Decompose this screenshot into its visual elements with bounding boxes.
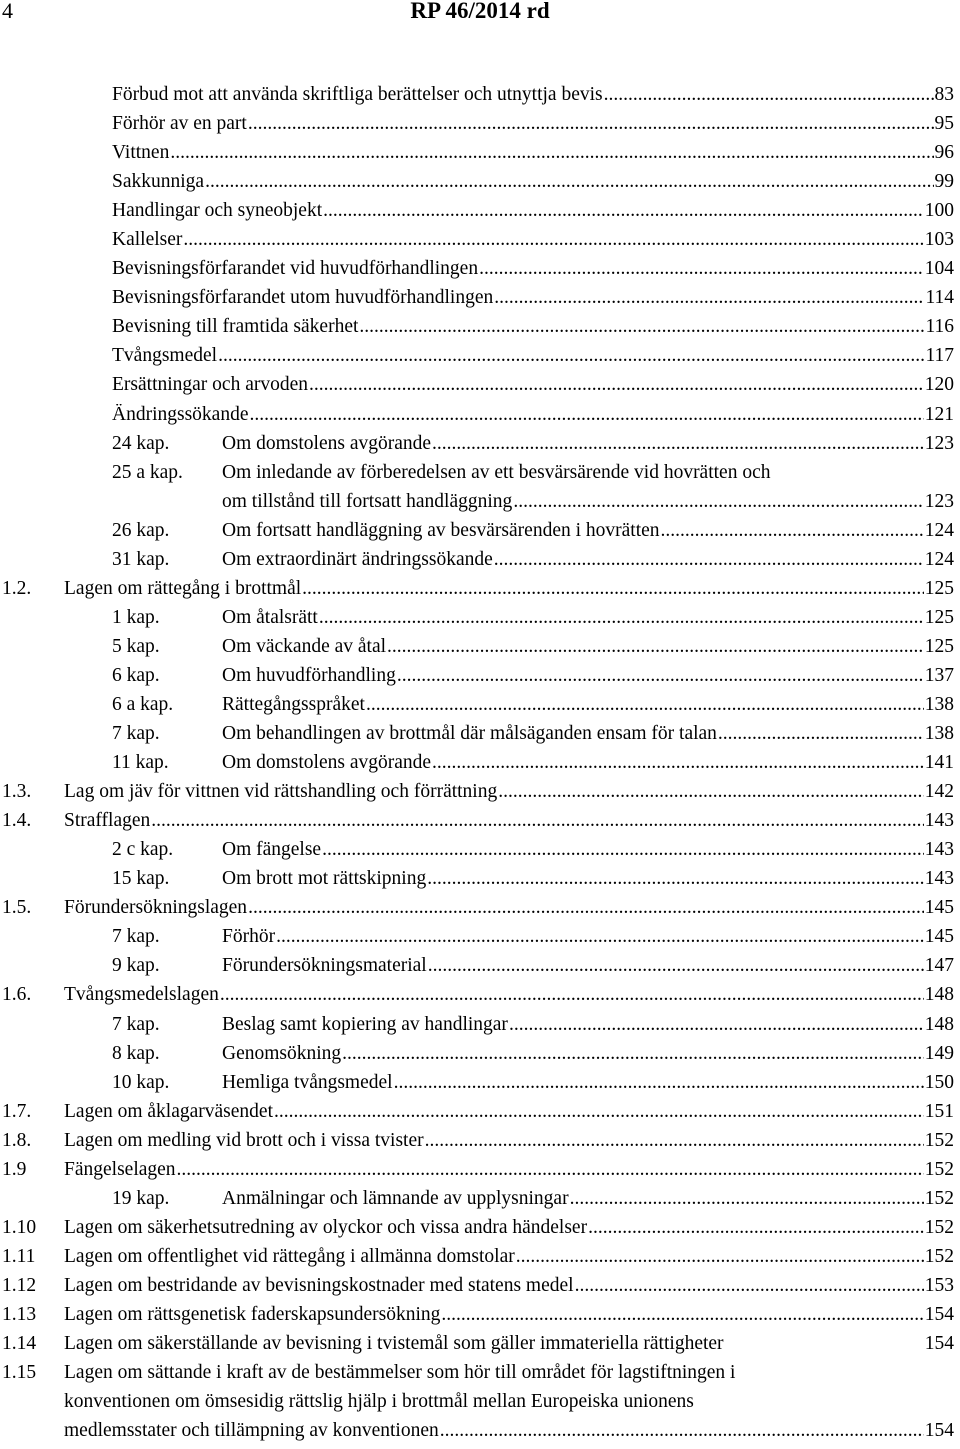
- page-reference: 148: [924, 984, 954, 1006]
- chapter-label: 1 kap.: [112, 606, 160, 628]
- toc-entry[interactable]: [0, 549, 960, 578]
- toc-entry-line: [112, 1014, 954, 1043]
- page-reference: 148: [924, 1013, 954, 1035]
- dot-leader: [309, 374, 924, 396]
- entry-title: Om inledande av förberedelsen av ett besvärsärende vid hovrätten och: [222, 461, 771, 483]
- page-reference: 143: [924, 810, 954, 832]
- dot-leader: [570, 1188, 924, 1210]
- toc-entry-line: [112, 229, 954, 258]
- toc-entry[interactable]: [0, 723, 960, 752]
- dot-leader: [425, 1130, 924, 1152]
- toc-entry-line: [112, 1188, 954, 1217]
- toc-entry[interactable]: [0, 1246, 960, 1275]
- chapter-label: 25 a kap.: [112, 461, 183, 483]
- dot-leader: [322, 839, 924, 861]
- toc-entry[interactable]: [0, 839, 960, 868]
- toc-entry-line: [112, 607, 954, 636]
- toc-entry[interactable]: [0, 607, 960, 636]
- toc-entry[interactable]: [0, 781, 960, 810]
- entry-title: Förbud mot att använda skriftliga berättelser och utnyttja bevis: [112, 84, 603, 105]
- entry-title: Om väckande av åtal: [222, 635, 387, 657]
- page-reference: 123: [924, 490, 954, 512]
- entry-title: Lagen om rättegång i brottmål: [64, 577, 302, 599]
- page-reference: 142: [924, 781, 954, 803]
- dot-leader: [498, 781, 924, 803]
- entry-title: Rättegångsspråket: [222, 693, 365, 715]
- entry-title: Ändringssökande: [112, 403, 249, 425]
- toc-entry[interactable]: [0, 578, 960, 607]
- toc-entry-line: [112, 113, 954, 142]
- toc-entry-line: [112, 316, 954, 345]
- entry-title: Förhör av en part: [112, 113, 247, 135]
- entry-title: Förundersökningsmaterial: [222, 955, 427, 977]
- toc-entry-line: [112, 723, 954, 752]
- toc-entry[interactable]: [0, 84, 960, 113]
- dot-leader: [494, 549, 924, 571]
- entry-title-continued: om tillstånd till fortsatt handläggning: [222, 490, 513, 512]
- entry-title: Lagen om bestridande av bevisningskostnader med statens medel: [64, 1274, 574, 1296]
- page-reference: 145: [924, 926, 954, 948]
- entry-title: Om fängelse: [222, 839, 322, 861]
- page-reference: 154: [924, 1303, 954, 1325]
- dot-leader: [513, 491, 923, 513]
- dot-leader: [249, 404, 923, 426]
- toc-entry[interactable]: [0, 404, 960, 433]
- chapter-label: 8 kap.: [112, 1042, 160, 1064]
- dot-leader: [387, 636, 924, 658]
- entry-title: Lagen om säkerhetsutredning av olyckor och vissa andra händelser: [64, 1216, 588, 1238]
- entry-title-continued: konventionen om ömsesidig rättslig hjälp i brottmål mellan Europeiska unionens: [64, 1391, 694, 1413]
- section-number: 1.7.: [2, 1100, 32, 1122]
- toc-entry-line: [64, 1217, 954, 1246]
- dot-leader: [509, 1014, 924, 1036]
- document-title: RP 46/2014 rd: [410, 0, 550, 23]
- toc-entry-line: [64, 1101, 954, 1130]
- section-number: 1.13: [2, 1303, 37, 1325]
- page-reference: 95: [934, 113, 954, 135]
- toc-entry-line: [112, 926, 954, 955]
- page-reference: 152: [924, 1187, 954, 1209]
- page-reference: 124: [924, 548, 954, 570]
- page-reference: 117: [925, 345, 954, 367]
- toc-entry[interactable]: [0, 955, 960, 984]
- dot-leader: [394, 1072, 924, 1094]
- toc-entry[interactable]: [0, 897, 960, 926]
- page-reference: 141: [924, 752, 954, 774]
- toc-entry-line: [112, 694, 954, 723]
- dot-leader: [205, 171, 933, 193]
- entry-title: Beslag samt kopiering av handlingar: [222, 1013, 508, 1035]
- toc-entry-line: [64, 1246, 954, 1275]
- toc-entry-line: [64, 984, 954, 1013]
- page-number: 4: [2, 0, 13, 23]
- page-reference: 151: [924, 1100, 954, 1122]
- section-number: 1.5.: [2, 897, 32, 919]
- toc-entry-line: [112, 258, 954, 287]
- dot-leader: [441, 1304, 923, 1326]
- entry-title: Ersättningar och arvoden: [112, 374, 309, 396]
- entry-title: Om åtalsrätt: [222, 606, 318, 628]
- section-number: 1.2.: [2, 577, 32, 599]
- toc-entry-line: [112, 491, 954, 520]
- toc-entry[interactable]: [0, 1159, 960, 1188]
- toc-entry[interactable]: [0, 374, 960, 403]
- entry-title: Om huvudförhandling: [222, 664, 396, 686]
- toc-entry[interactable]: [0, 810, 960, 839]
- dot-leader: [432, 752, 924, 774]
- dot-leader: [604, 84, 934, 106]
- toc-entry[interactable]: [0, 1333, 960, 1362]
- toc-entry[interactable]: [0, 1043, 960, 1072]
- section-number: 1.14: [2, 1333, 37, 1355]
- section-number: 1.11: [2, 1245, 36, 1267]
- toc-entry[interactable]: [0, 1014, 960, 1043]
- toc-entry[interactable]: [0, 1275, 960, 1304]
- toc-entry[interactable]: [0, 520, 960, 549]
- dot-leader: [359, 316, 924, 338]
- entry-title: Tvångsmedelslagen: [64, 984, 219, 1006]
- dot-leader: [575, 1275, 924, 1297]
- section-number: 1.10: [2, 1216, 37, 1238]
- toc-entry[interactable]: [0, 316, 960, 345]
- page-reference: 121: [924, 403, 954, 425]
- dot-leader: [718, 723, 924, 745]
- toc-entry-line: [64, 1304, 954, 1333]
- dot-leader: [248, 113, 934, 135]
- page-reference: 103: [924, 229, 954, 251]
- entry-title: Förhör: [222, 926, 276, 948]
- toc-entry[interactable]: [0, 258, 960, 287]
- chapter-label: 26 kap.: [112, 519, 170, 541]
- dot-leader: [220, 984, 924, 1006]
- page-reference: 137: [924, 664, 954, 686]
- dot-leader: [248, 897, 924, 919]
- entry-title: Kallelser: [112, 229, 183, 251]
- dot-leader: [302, 578, 924, 600]
- dot-leader: [588, 1217, 924, 1239]
- section-number: 1.6.: [2, 984, 32, 1006]
- toc-entry[interactable]: [0, 113, 960, 142]
- toc-entry-line: [112, 462, 771, 484]
- chapter-label: 10 kap.: [112, 1071, 170, 1093]
- dot-leader: [397, 665, 924, 687]
- table-of-contents: [0, 84, 960, 1449]
- chapter-label: 11 kap.: [112, 752, 169, 774]
- dot-leader: [479, 258, 924, 280]
- page-reference: 83: [934, 84, 954, 105]
- toc-entry[interactable]: [0, 926, 960, 955]
- toc-entry-line: [112, 839, 954, 868]
- page-reference: 124: [924, 519, 954, 541]
- page-reference: 152: [924, 1158, 954, 1180]
- dot-leader: [151, 810, 923, 832]
- page-reference: 96: [934, 142, 954, 164]
- toc-entry-line: [64, 1362, 735, 1384]
- entry-title: Strafflagen: [64, 810, 151, 832]
- toc-entry[interactable]: [0, 1362, 960, 1449]
- toc-entry-line: [112, 665, 954, 694]
- toc-entry-line: [64, 1420, 954, 1449]
- dot-leader: [276, 926, 924, 948]
- dot-leader: [428, 955, 924, 977]
- toc-entry[interactable]: [0, 1072, 960, 1101]
- dot-leader: [218, 345, 924, 367]
- entry-title: Fängelselagen: [64, 1158, 176, 1180]
- toc-entry-line: [112, 345, 954, 374]
- page-reference: 100: [924, 200, 954, 222]
- toc-entry-line: [112, 1072, 954, 1101]
- dot-leader: [319, 607, 924, 629]
- dot-leader: [427, 868, 924, 890]
- dot-leader: [661, 520, 924, 542]
- section-number: 1.12: [2, 1274, 37, 1296]
- page-reference: 116: [925, 316, 954, 338]
- page-reference: 125: [924, 635, 954, 657]
- section-number: 1.8.: [2, 1129, 32, 1151]
- toc-entry-line: [112, 142, 954, 171]
- entry-title: Lagen om offentlighet vid rättegång i allmänna domstolar: [64, 1245, 515, 1267]
- page-reference: 104: [924, 258, 954, 280]
- toc-entry[interactable]: [0, 433, 960, 462]
- toc-entry[interactable]: [0, 462, 960, 520]
- page-reference: 125: [924, 577, 954, 599]
- toc-entry[interactable]: [0, 1188, 960, 1217]
- entry-title: Om domstolens avgörande: [222, 752, 432, 774]
- chapter-label: 9 kap.: [112, 955, 160, 977]
- toc-entry[interactable]: [0, 229, 960, 258]
- toc-entry[interactable]: [0, 171, 960, 200]
- section-number: 1.9: [2, 1158, 27, 1180]
- entry-title: Sakkunniga: [112, 171, 205, 193]
- toc-entry[interactable]: [0, 142, 960, 171]
- entry-title: Lagen om medling vid brott och i vissa tvister: [64, 1129, 424, 1151]
- page-reference: 154: [924, 1420, 954, 1442]
- page-reference: 138: [924, 723, 954, 745]
- page-reference: 123: [924, 432, 954, 454]
- page-reference: 114: [925, 287, 954, 309]
- toc-entry-line: [64, 1130, 954, 1159]
- toc-entry-line: [64, 1275, 954, 1304]
- page-reference: 152: [924, 1245, 954, 1267]
- dot-leader: [494, 287, 924, 309]
- entry-title: Om extraordinärt ändringssökande: [222, 548, 493, 570]
- toc-entry-line: [64, 578, 954, 607]
- toc-entry[interactable]: [0, 1217, 960, 1246]
- page-reference: 143: [924, 839, 954, 861]
- toc-entry[interactable]: [0, 984, 960, 1013]
- toc-entry-line: [112, 520, 954, 549]
- entry-title: Hemliga tvångsmedel: [222, 1071, 393, 1093]
- entry-title: Lagen om säkerställande av bevisning i tvistemål som gäller immateriella rättigheter: [64, 1333, 724, 1355]
- chapter-label: 7 kap.: [112, 1013, 160, 1035]
- section-number: 1.4.: [2, 810, 32, 832]
- toc-entry[interactable]: [0, 636, 960, 665]
- section-number: 1.15: [2, 1362, 37, 1384]
- toc-entry-line: [112, 955, 954, 984]
- toc-entry-line: [64, 781, 954, 810]
- toc-entry-line: [112, 752, 954, 781]
- page-reference: 152: [924, 1129, 954, 1151]
- entry-title: Bevisningsförfarandet vid huvudförhandlingen: [112, 258, 479, 280]
- chapter-label: 7 kap.: [112, 723, 160, 745]
- page-reference: 99: [934, 171, 954, 193]
- toc-entry-line: [112, 287, 954, 316]
- entry-title: Om fortsatt handläggning av besvärsärenden i hovrätten: [222, 519, 660, 541]
- dot-leader: [183, 229, 923, 251]
- entry-title: Anmälningar och lämnande av upplysningar: [222, 1187, 569, 1209]
- chapter-label: 31 kap.: [112, 548, 170, 570]
- dot-leader: [366, 694, 924, 716]
- toc-entry-line: [64, 1159, 954, 1188]
- toc-entry-line: [112, 549, 954, 578]
- entry-title: Bevisningsförfarandet utom huvudförhandlingen: [112, 287, 494, 309]
- toc-entry-line: [64, 897, 954, 926]
- page-reference: 125: [924, 606, 954, 628]
- entry-title: Om domstolens avgörande: [222, 432, 432, 454]
- page-reference: 143: [924, 868, 954, 890]
- page-reference: 147: [924, 955, 954, 977]
- entry-title: Om brott mot rättskipning: [222, 868, 427, 890]
- entry-title: Förundersökningslagen: [64, 897, 248, 919]
- toc-entry[interactable]: [0, 1101, 960, 1130]
- entry-title: Vittnen: [112, 142, 170, 164]
- toc-entry-line: [64, 810, 954, 839]
- toc-entry[interactable]: [0, 752, 960, 781]
- entry-title: Tvångsmedel: [112, 345, 218, 367]
- page-reference: 149: [924, 1042, 954, 1064]
- page-reference: 138: [924, 693, 954, 715]
- toc-entry-line: [64, 1391, 694, 1413]
- toc-entry[interactable]: [0, 345, 960, 374]
- dot-leader: [432, 433, 924, 455]
- entry-title: Genomsökning: [222, 1042, 342, 1064]
- toc-entry-line: [64, 1333, 954, 1362]
- toc-entry-line: [112, 374, 954, 403]
- toc-entry[interactable]: [0, 694, 960, 723]
- toc-entry-line: [112, 868, 954, 897]
- toc-entry-line: [112, 433, 954, 462]
- page-reference: 153: [924, 1274, 954, 1296]
- toc-entry-line: [112, 1043, 954, 1072]
- toc-entry[interactable]: [0, 200, 960, 229]
- toc-entry[interactable]: [0, 1304, 960, 1333]
- entry-title: Bevisning till framtida säkerhet: [112, 316, 359, 338]
- toc-entry[interactable]: [0, 287, 960, 316]
- toc-entry[interactable]: [0, 665, 960, 694]
- entry-title: Lagen om rättsgenetisk faderskapsundersökning: [64, 1303, 441, 1325]
- entry-title: Handlingar och syneobjekt: [112, 200, 323, 222]
- dot-leader: [342, 1043, 924, 1065]
- chapter-label: 5 kap.: [112, 635, 160, 657]
- dot-leader: [516, 1246, 924, 1268]
- chapter-label: 2 c kap.: [112, 839, 174, 861]
- toc-entry-line: [112, 84, 954, 113]
- page-reference: 120: [924, 374, 954, 396]
- chapter-label: 24 kap.: [112, 432, 170, 454]
- toc-entry[interactable]: [0, 868, 960, 897]
- page-reference: 145: [924, 897, 954, 919]
- dot-leader: [274, 1101, 924, 1123]
- chapter-label: 19 kap.: [112, 1187, 170, 1209]
- entry-title: Lagen om sättande i kraft av de bestämmelser som hör till området för lagstiftningen i: [64, 1362, 736, 1384]
- dot-leader: [323, 200, 924, 222]
- entry-title: Lag om jäv för vittnen vid rättshandling och förrättning: [64, 781, 498, 803]
- page-reference: 152: [924, 1216, 954, 1238]
- entry-title-continued: medlemsstater och tillämpning av konventionen: [64, 1420, 439, 1442]
- dot-leader: [170, 142, 933, 164]
- page-reference: 154: [924, 1333, 954, 1355]
- toc-entry-line: [112, 200, 954, 229]
- page-reference: 150: [924, 1071, 954, 1093]
- toc-entry[interactable]: [0, 1130, 960, 1159]
- entry-title: Om behandlingen av brottmål där målsäganden ensam för talan: [222, 723, 717, 745]
- chapter-label: 6 kap.: [112, 664, 160, 686]
- section-number: 1.3.: [2, 781, 32, 803]
- chapter-label: 15 kap.: [112, 868, 170, 890]
- chapter-label: 6 a kap.: [112, 693, 174, 715]
- entry-title: Lagen om åklagarväsendet: [64, 1100, 273, 1122]
- dot-leader: [177, 1159, 924, 1181]
- chapter-label: 7 kap.: [112, 926, 160, 948]
- toc-entry-line: [112, 404, 954, 433]
- dot-leader: [440, 1420, 924, 1442]
- toc-entry-line: [112, 636, 954, 665]
- toc-entry-line: [112, 171, 954, 200]
